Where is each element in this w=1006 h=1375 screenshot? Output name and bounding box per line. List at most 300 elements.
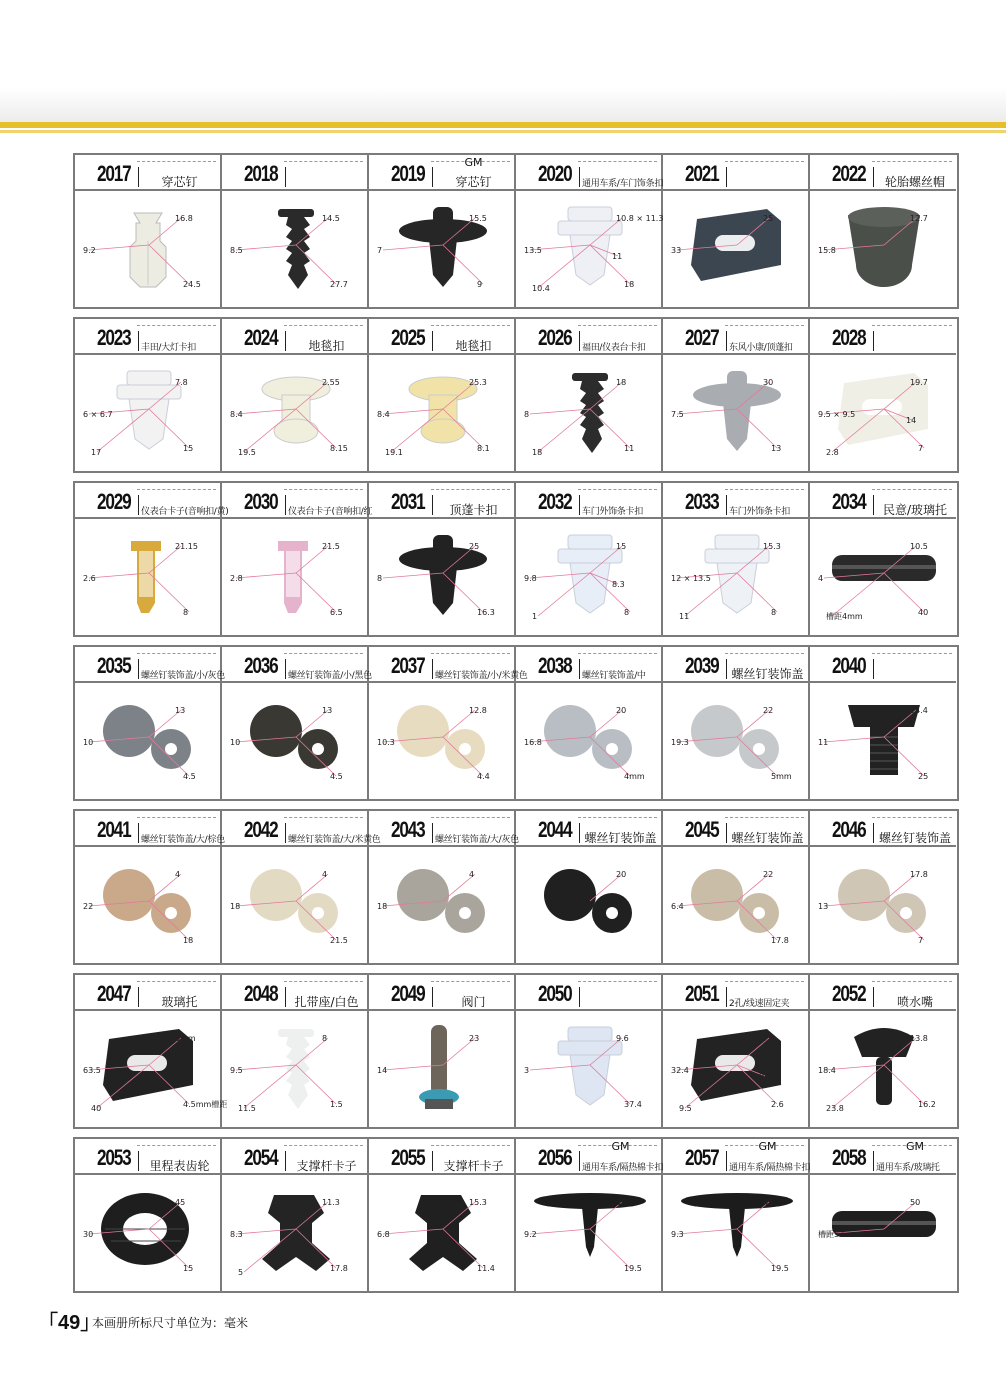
product-header	[75, 811, 225, 847]
part-illustration	[373, 195, 512, 303]
product-name: 玻璃托	[161, 995, 198, 1009]
product-cell	[75, 155, 222, 307]
product-header	[810, 1139, 956, 1175]
product-photo	[226, 1179, 365, 1287]
dimension-label: 13	[818, 902, 829, 911]
dimension-label: 13.8	[910, 1034, 928, 1043]
dimension-label: 20	[616, 706, 627, 715]
dimension-label: 19.5	[624, 1264, 642, 1273]
product-cell	[663, 975, 810, 1127]
product-cell	[516, 975, 663, 1127]
product-code: 2049	[391, 981, 425, 1006]
product-name: 螺丝钉装饰盖/大/棕色	[141, 835, 225, 845]
header-dash-line	[137, 325, 216, 326]
product-code: 2056	[538, 1145, 572, 1170]
product-photo	[667, 523, 806, 631]
header-divider	[873, 659, 874, 679]
product-photo	[79, 1015, 228, 1123]
product-cell	[516, 319, 663, 471]
product-name: 支撑杆卡子	[296, 1159, 357, 1173]
product-cell	[516, 155, 663, 307]
product-cell	[369, 975, 516, 1127]
dimension-label: 10.8 × 11.3	[616, 214, 664, 223]
dimension-label: 15	[616, 542, 627, 551]
dimension-label: 9.5	[759, 1072, 772, 1081]
product-code: 2024	[244, 325, 278, 350]
product-photo	[79, 359, 218, 467]
product-code: 2043	[391, 817, 425, 842]
header-dash-line	[872, 325, 952, 326]
product-header	[222, 155, 367, 191]
product-name: 螺丝钉装饰盖	[584, 831, 657, 845]
product-code: 2040	[832, 653, 866, 678]
part-illustration	[667, 1015, 806, 1123]
product-header	[369, 483, 514, 519]
dimension-label: 6.4	[671, 902, 684, 911]
dimension-label: 4.5	[330, 772, 343, 781]
dimension-label: 17.8	[771, 936, 789, 945]
header-dash-line	[137, 161, 216, 162]
product-cell	[516, 483, 663, 635]
product-name: 螺丝钉装饰盖	[878, 831, 951, 845]
header-divider	[285, 987, 286, 1007]
dimension-label: 7	[918, 936, 924, 945]
dimension-label: 1.5	[330, 1100, 343, 1109]
dimension-label: 10.4	[532, 284, 550, 293]
dimension-leader	[737, 1229, 777, 1268]
product-code: 2018	[244, 161, 278, 186]
product-photo	[814, 851, 953, 959]
header-divider	[138, 495, 139, 515]
header-dash-line	[872, 817, 952, 818]
product-code: 2028	[832, 325, 866, 350]
dimension-label: 11.4	[477, 1264, 495, 1273]
part-illustration	[373, 1015, 512, 1123]
product-name: 通用车系/隔热棉卡扣	[729, 1163, 811, 1173]
dimension-label: 13	[322, 706, 333, 715]
header-divider	[285, 659, 286, 679]
dimension-label: 12.8	[469, 706, 487, 715]
header-dash-line	[725, 325, 804, 326]
product-photo	[667, 851, 806, 959]
dimension-label: 25	[469, 542, 480, 551]
product-code: 2052	[832, 981, 866, 1006]
header-divider	[726, 987, 727, 1007]
dimension-label: 6.5	[330, 608, 343, 617]
header-dash-line	[431, 1145, 510, 1146]
product-code: 2036	[244, 653, 278, 678]
dimension-label: 23	[469, 1034, 480, 1043]
product-code: 2030	[244, 489, 278, 514]
dimension-label: 45	[175, 1198, 186, 1207]
dimension-label: 30	[616, 1198, 627, 1207]
part-illustration	[667, 523, 806, 631]
product-photo	[226, 851, 365, 959]
product-header	[663, 483, 808, 519]
dimension-label: 4.5	[183, 772, 196, 781]
product-header	[369, 319, 514, 355]
product-cell	[663, 811, 810, 963]
product-header	[516, 155, 664, 191]
dimension-label: 63.5	[83, 1066, 101, 1075]
header-dash-line	[725, 981, 804, 982]
product-code: 2037	[391, 653, 425, 678]
catalog-row	[73, 809, 959, 965]
product-name: 顶蓬卡扣	[449, 503, 498, 517]
header-dash-line	[284, 817, 363, 818]
header-divider	[579, 659, 580, 679]
dimension-label: 21.15	[175, 542, 198, 551]
header-divider	[138, 987, 139, 1007]
product-photo	[667, 359, 806, 467]
header-dash-line	[578, 981, 657, 982]
part-illustration	[79, 687, 218, 795]
dimension-label: 8	[322, 1034, 328, 1043]
gold-rule	[0, 122, 1006, 128]
dimension-label: 3	[524, 1066, 530, 1075]
header-dash-line	[578, 161, 657, 162]
product-name: 通用车系/隔热棉卡扣	[582, 1163, 664, 1173]
header-dash-line	[137, 1145, 216, 1146]
dimension-label: 18	[183, 936, 194, 945]
product-name: 丰田/大灯卡扣	[141, 343, 196, 353]
product-name: 通用车系/玻璃托	[876, 1163, 940, 1173]
part-illustration	[814, 851, 953, 959]
product-name: 仪表台卡子(音响扣/红	[288, 507, 373, 517]
product-cell	[516, 1139, 663, 1291]
dimension-label: 20	[616, 870, 627, 879]
dimension-label: 15.3	[469, 1198, 487, 1207]
dimension-label: 8	[377, 574, 383, 583]
header-divider	[432, 331, 433, 351]
product-code: 2035	[97, 653, 131, 678]
dimension-label: 13	[175, 706, 186, 715]
product-cell	[810, 1139, 956, 1291]
product-header	[75, 647, 225, 683]
dimension-label: 40	[91, 1104, 102, 1113]
dimension-label: 18	[377, 902, 388, 911]
catalog-row	[73, 1137, 959, 1293]
product-cell	[810, 647, 956, 799]
header-divider	[285, 823, 286, 843]
dimension-label: 22	[83, 902, 94, 911]
product-header	[369, 155, 514, 191]
dimension-label: 15.5	[469, 214, 487, 223]
product-header	[75, 155, 220, 191]
product-cell	[222, 319, 369, 471]
header-divider	[726, 331, 727, 351]
product-name: 地毯扣	[308, 339, 345, 353]
product-code: 2044	[538, 817, 572, 842]
part-illustration	[520, 195, 664, 303]
product-header	[663, 975, 808, 1011]
dimension-label: 8	[524, 410, 530, 419]
product-photo	[667, 195, 806, 303]
header-divider	[579, 823, 580, 843]
dimension-leader	[538, 409, 590, 452]
product-code: 2053	[97, 1145, 131, 1170]
header-dash-line	[284, 161, 363, 162]
product-cell	[75, 319, 222, 471]
product-code: 2021	[685, 161, 719, 186]
header-dash-line	[431, 325, 510, 326]
header-dash-line	[284, 325, 363, 326]
product-name: 仪表台卡子(音响扣/黄)	[141, 507, 229, 517]
product-photo	[226, 195, 365, 303]
product-name: 穿芯钉	[161, 175, 198, 189]
product-header	[222, 975, 367, 1011]
product-code: 2057	[685, 1145, 719, 1170]
product-cell	[369, 483, 516, 635]
dimension-label: 25.3	[469, 378, 487, 387]
header-dash-line	[725, 817, 804, 818]
product-cell	[369, 155, 516, 307]
dimension-label: 6.8	[377, 1230, 390, 1239]
dimension-label: 15	[183, 1264, 194, 1273]
header-dash-line	[725, 653, 804, 654]
dimension-label: 17	[91, 448, 102, 457]
product-header	[222, 483, 373, 519]
product-name: 里程表齿轮	[149, 1159, 210, 1173]
product-brand: GM	[905, 1140, 924, 1153]
header-dash-line	[431, 817, 510, 818]
product-cell	[810, 483, 956, 635]
product-photo	[520, 687, 659, 795]
product-code: 2051	[685, 981, 719, 1006]
dimension-label: 18	[624, 280, 635, 289]
product-brand: GM	[758, 1140, 777, 1153]
header-dash-line	[725, 161, 804, 162]
product-name: 螺丝钉装饰盖	[731, 667, 804, 681]
dimension-label: 19.3	[671, 738, 689, 747]
product-name: 通用车系/车门饰条扣	[582, 179, 664, 189]
dimension-label: 7	[918, 444, 924, 453]
product-name: 东风小康/顶蓬扣	[729, 343, 793, 353]
header-shade	[0, 88, 1006, 122]
header-dash-line	[578, 325, 657, 326]
header-dash-line	[578, 489, 657, 490]
header-dash-line	[872, 161, 952, 162]
header-divider	[138, 167, 139, 187]
product-cell	[222, 811, 381, 963]
dimension-label: 21.5	[330, 936, 348, 945]
part-illustration	[79, 195, 218, 303]
product-cell	[810, 975, 956, 1127]
product-photo	[667, 687, 806, 795]
part-illustration	[814, 1179, 953, 1287]
product-header	[663, 319, 808, 355]
header-dash-line	[284, 1145, 363, 1146]
product-header	[516, 483, 661, 519]
dimension-label: 5mm	[771, 772, 792, 781]
header-divider	[873, 1151, 874, 1171]
product-photo	[814, 523, 953, 631]
product-name: 螺丝钉装饰盖/大/灰色	[435, 835, 519, 845]
product-code: 2041	[97, 817, 131, 842]
dimension-label: 11	[679, 612, 690, 621]
product-header	[516, 647, 661, 683]
dimension-label: 30	[83, 1230, 94, 1239]
dimension-leader	[530, 1229, 590, 1234]
product-code: 2022	[832, 161, 866, 186]
product-cell	[369, 319, 516, 471]
product-name: 2孔/线速固定夹	[729, 999, 790, 1009]
product-photo	[79, 1179, 218, 1287]
header-divider	[432, 823, 433, 843]
product-name: 穿芯钉	[455, 175, 492, 189]
header-divider	[579, 495, 580, 515]
product-cell	[222, 155, 369, 307]
product-photo	[79, 851, 218, 959]
product-cell	[222, 647, 372, 799]
product-cell	[810, 811, 956, 963]
dimension-label: 2.8	[230, 574, 243, 583]
header-divider	[285, 1151, 286, 1171]
part-illustration	[79, 359, 218, 467]
catalog-row	[73, 973, 959, 1129]
product-code: 2020	[538, 161, 572, 186]
header-divider	[579, 331, 580, 351]
header-divider	[432, 987, 433, 1007]
header-dash-line	[431, 489, 510, 490]
product-cell	[663, 647, 810, 799]
dimension-label: 9.3	[671, 1230, 684, 1239]
dimension-label: 30	[763, 378, 774, 387]
dimension-label: 16.8	[524, 738, 542, 747]
product-header	[516, 1139, 664, 1175]
header-dash-line	[137, 817, 216, 818]
product-name: 螺丝钉装饰盖/小/灰色	[141, 671, 225, 681]
dimension-label: 13	[771, 444, 782, 453]
product-cell	[369, 811, 519, 963]
product-photo	[373, 851, 512, 959]
product-header	[810, 155, 956, 191]
product-photo	[667, 1015, 806, 1123]
product-photo	[373, 359, 512, 467]
dimension-label: 4.5mm槽距	[183, 1100, 228, 1109]
part-illustration	[667, 195, 806, 303]
header-divider	[726, 659, 727, 679]
header-divider	[873, 823, 874, 843]
product-photo	[226, 1015, 365, 1123]
dimension-label: 10	[230, 738, 241, 747]
header-dash-line	[431, 653, 510, 654]
header-dash-line	[578, 653, 657, 654]
product-photo	[520, 851, 659, 959]
product-header	[810, 319, 956, 355]
product-header	[75, 319, 220, 355]
header-divider	[726, 167, 727, 187]
part-illustration	[520, 687, 659, 795]
part-illustration	[814, 523, 953, 631]
dimension-label: 18	[230, 902, 241, 911]
part-illustration	[814, 1015, 953, 1123]
part-illustration	[226, 1015, 365, 1123]
header-divider	[726, 1151, 727, 1171]
unit-note: 本画册所标尺寸单位为：毫米	[92, 1316, 249, 1330]
dimension-label: 9.2	[524, 1230, 537, 1239]
product-code: 2054	[244, 1145, 278, 1170]
dimension-label: 8.4	[377, 410, 390, 419]
product-photo	[226, 687, 365, 795]
dimension-label: 27.7	[330, 280, 348, 289]
product-header	[516, 975, 661, 1011]
dimension-leader	[677, 1229, 737, 1234]
product-header	[369, 1139, 514, 1175]
header-divider	[873, 331, 874, 351]
part-illustration	[373, 851, 512, 959]
header-divider	[726, 823, 727, 843]
product-header	[369, 975, 514, 1011]
dimension-label: 16.2	[918, 1100, 936, 1109]
product-photo	[373, 523, 512, 631]
product-photo	[520, 359, 659, 467]
dimension-label: 4mm	[624, 772, 645, 781]
dimension-label: 22	[763, 706, 774, 715]
part-illustration	[79, 1015, 228, 1123]
dimension-label: 8	[183, 608, 189, 617]
dimension-label: 19.7	[910, 378, 928, 387]
product-brand: GM	[464, 156, 483, 169]
product-code: 2023	[97, 325, 131, 350]
product-photo	[520, 1179, 659, 1287]
product-cell	[810, 319, 956, 471]
product-cell	[75, 811, 225, 963]
dimension-label: 18	[532, 448, 543, 457]
dimension-label: 2.55	[322, 378, 340, 387]
dimension-label: 11.5	[238, 1104, 256, 1113]
product-cell	[222, 483, 373, 635]
gold-rule-thin	[0, 130, 1006, 133]
product-photo	[814, 1015, 953, 1123]
header-dash-line	[872, 653, 952, 654]
dimension-label: 11.3	[322, 1198, 340, 1207]
product-name: 螺丝钉装饰盖/小/黑色	[288, 671, 372, 681]
dimension-label: 22	[763, 870, 774, 879]
product-header	[222, 647, 372, 683]
header-divider	[873, 495, 874, 515]
product-name: 螺丝钉装饰盖/小/米黄色	[435, 671, 528, 681]
dimension-label: 4	[469, 870, 475, 879]
header-divider	[432, 659, 433, 679]
dimension-label: 14	[377, 1066, 388, 1075]
product-header	[222, 319, 367, 355]
product-name: 福田/仪表台卡扣	[582, 343, 646, 353]
dimension-label: 14	[906, 416, 917, 425]
part-illustration	[667, 359, 806, 467]
dimension-label: 7	[377, 246, 383, 255]
product-header	[222, 1139, 367, 1175]
part-illustration	[373, 523, 512, 631]
dimension-label: 24.5	[183, 280, 201, 289]
dimension-label: 16.3	[477, 608, 495, 617]
dimension-label: 18.4	[818, 1066, 836, 1075]
part-illustration	[373, 687, 512, 795]
header-divider	[138, 823, 139, 843]
dimension-label: 7.5	[671, 410, 684, 419]
header-divider	[432, 1151, 433, 1171]
header-dash-line	[284, 489, 363, 490]
dimension-label: 9.5 × 9.5	[818, 410, 856, 419]
product-name: 扎带座/白色	[294, 995, 359, 1009]
product-name: 螺丝钉装饰盖/中	[582, 671, 646, 681]
product-cell	[369, 647, 528, 799]
part-illustration	[667, 851, 806, 959]
header-divider	[285, 167, 286, 187]
product-code: 2058	[832, 1145, 866, 1170]
part-illustration	[226, 1179, 365, 1287]
dimension-label: 4	[322, 870, 328, 879]
